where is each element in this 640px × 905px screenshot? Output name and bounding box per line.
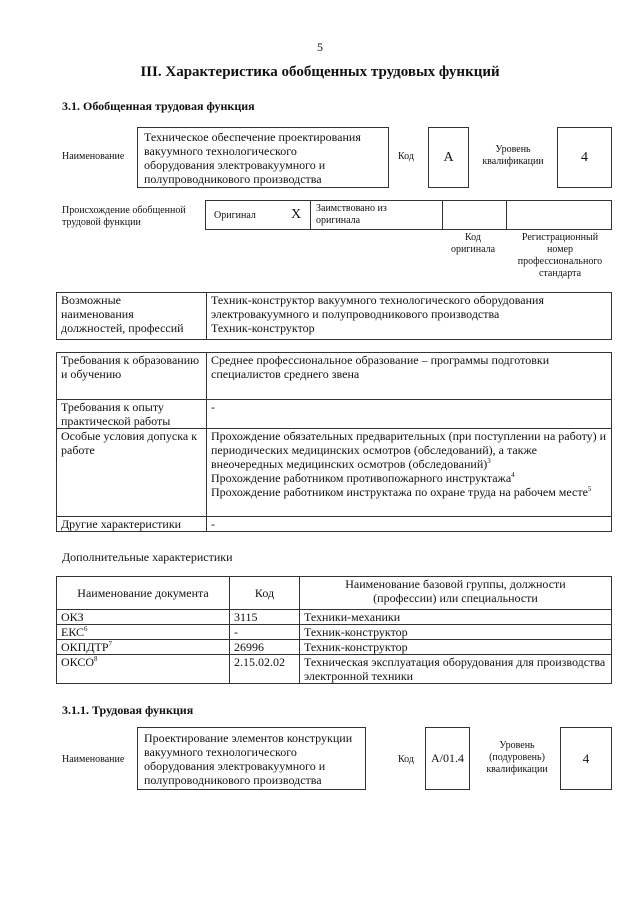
tf-heading: 3.1.1. Трудовая функция — [62, 703, 194, 717]
req-value — [207, 429, 612, 517]
table-row — [57, 655, 612, 684]
label-line: наименования — [61, 307, 134, 321]
doc-name: ОКЗ — [61, 610, 84, 624]
label-line: Регистрационный — [521, 232, 599, 243]
doc-name: ЕКС — [61, 625, 85, 639]
table-row — [57, 353, 612, 400]
original-label: Оригинал — [214, 210, 256, 221]
positions-table — [56, 292, 612, 340]
req-text: Прохождение работником противопожарного инструктажа — [211, 471, 512, 485]
footnote-ref: 4 — [511, 471, 515, 479]
doc-cell — [57, 640, 230, 655]
label-line: должностей, профессий — [61, 321, 184, 335]
tf-code-box: A/01.4 — [425, 727, 470, 790]
label-line: оригинала — [450, 244, 496, 255]
label-line: Заимствовано из — [316, 203, 387, 214]
name-cell: Техническая эксплуатация оборудования для производства электронной техники — [300, 655, 612, 684]
doc-cell — [57, 625, 230, 640]
gtf-origin-label — [62, 205, 186, 229]
divider — [442, 201, 443, 229]
table-row — [57, 610, 612, 625]
gtf-name-box — [137, 127, 389, 188]
tf-name-label: Наименование — [62, 754, 125, 765]
value-line: Техник-конструктор — [211, 321, 315, 335]
table-row — [57, 625, 612, 640]
divider — [506, 201, 507, 229]
doc-cell — [57, 610, 230, 625]
header-name: Наименование базовой группы, должности (профессии) или специальности — [300, 577, 612, 610]
doc-name: ОКСО — [61, 655, 95, 669]
gtf-code-box: A — [428, 127, 469, 188]
label-line: Уровень — [499, 740, 535, 751]
doc-cell — [57, 655, 230, 684]
table-row — [57, 517, 612, 532]
tf-level-label — [476, 740, 558, 776]
gtf-name-line: оборудования электровакуумного и — [144, 158, 326, 172]
tf-name-line: оборудования электровакуумного и — [144, 759, 326, 773]
label-line: Происхождение обобщенной — [62, 205, 186, 216]
gtf-name-line: Техническое обеспечение проектирования — [144, 130, 361, 144]
tf-level-box: 4 — [560, 727, 612, 790]
gtf-name-label: Наименование — [62, 151, 125, 162]
label-line: (подуровень) — [489, 752, 545, 763]
req-label: Требования к опыту практической работы — [57, 400, 207, 429]
footnote-ref: 8 — [94, 655, 98, 663]
additional-table — [56, 576, 612, 684]
value-line: Техник-конструктор вакуумного технологического оборудования — [211, 293, 544, 307]
name-cell: Техники-механики — [300, 610, 612, 625]
borrowed-label — [316, 203, 387, 227]
name-cell: Техник-конструктор — [300, 625, 612, 640]
tf-name-box — [137, 727, 366, 790]
footnote-ref: 5 — [587, 485, 592, 493]
orig-code-caption — [438, 232, 508, 256]
req-value: Среднее профессиональное образование – программы подготовки специалистов среднего звена — [207, 353, 612, 400]
code-cell: 26996 — [230, 640, 300, 655]
label-line: профессионального — [517, 256, 603, 267]
req-label: Требования к образованию и обучению — [57, 353, 207, 400]
tf-name-line: Проектирование элементов конструкции — [144, 731, 353, 745]
table-header-row — [57, 577, 612, 610]
req-text: Прохождение работником инструктажа по охране труда на рабочем месте — [211, 485, 588, 499]
footnote-ref: 3 — [487, 457, 491, 465]
header-code: Код — [230, 577, 300, 610]
value-line: электровакуумного и полупроводникового производства — [211, 307, 500, 321]
gtf-code-label: Код — [398, 151, 414, 162]
gtf-level-label — [472, 144, 554, 168]
gtf-origin-box — [205, 200, 612, 230]
reg-number-caption — [508, 232, 612, 280]
gtf-level-box: 4 — [557, 127, 612, 188]
label-line: номер — [547, 244, 573, 255]
table-row — [57, 429, 612, 517]
table-row — [57, 640, 612, 655]
additional-heading: Дополнительные характеристики — [62, 550, 233, 564]
label-line: оригинала — [316, 215, 361, 226]
label-line: Уровень — [495, 144, 531, 155]
req-text: Прохождение обязательных предварительных (при поступлении на работу) и периодических медицинских осмотров (обследований), а также внеочередных медицинских осмотров (обследований) — [211, 429, 607, 471]
page-number: 5 — [317, 40, 323, 54]
code-cell: - — [230, 625, 300, 640]
positions-value — [207, 293, 612, 340]
req-value: - — [207, 400, 612, 429]
divider — [310, 201, 311, 229]
doc-name: ОКПДТР — [61, 640, 109, 654]
code-cell: 2.15.02.02 — [230, 655, 300, 684]
tf-code-label: Код — [398, 754, 414, 765]
header-doc: Наименование документа — [57, 577, 230, 610]
req-label: Особые условия допуска к работе — [57, 429, 207, 517]
footnote-ref: 6 — [84, 625, 88, 633]
gtf-heading: 3.1. Обобщенная трудовая функция — [62, 99, 255, 113]
req-label: Другие характеристики — [57, 517, 207, 532]
requirements-table — [56, 352, 612, 532]
code-cell: 3115 — [230, 610, 300, 625]
label-line: квалификации — [482, 156, 544, 167]
footnote-ref: 7 — [108, 640, 113, 648]
label-line: стандарта — [538, 268, 582, 279]
label-line: Возможные — [61, 293, 121, 307]
tf-name-line: полупроводникового производства — [144, 773, 322, 787]
gtf-name-line: вакуумного технологического — [144, 144, 297, 158]
section-title: III. Характеристика обобщенных трудовых функций — [140, 64, 500, 80]
positions-label — [57, 293, 207, 340]
gtf-name-line: полупроводникового производства — [144, 172, 322, 186]
label-line: Код — [465, 232, 481, 243]
table-row — [57, 400, 612, 429]
original-mark: X — [291, 207, 302, 222]
name-cell: Техник-конструктор — [300, 640, 612, 655]
req-value: - — [207, 517, 612, 532]
tf-name-line: вакуумного технологического — [144, 745, 297, 759]
label-line: трудовой функции — [62, 217, 141, 228]
table-row — [57, 293, 612, 340]
label-line: квалификации — [486, 764, 548, 775]
